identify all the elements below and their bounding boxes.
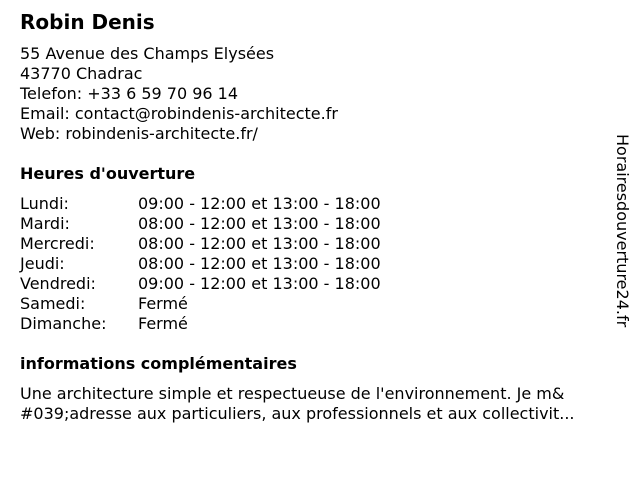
day-label: Jeudi: xyxy=(20,254,65,273)
day-label: Mardi: xyxy=(20,214,70,233)
opening-hours-table xyxy=(20,194,440,334)
address-line: 55 Avenue des Champs Elysées xyxy=(20,44,275,63)
hours-row-samedi xyxy=(20,294,440,314)
info-text-line: #039;adresse aux particuliers, aux professionnels et aux collectivit... xyxy=(20,404,575,423)
day-label: Lundi: xyxy=(20,194,69,213)
hours-row-mardi xyxy=(20,214,440,234)
hours-row-mercredi xyxy=(20,234,440,254)
hours-row-vendredi xyxy=(20,274,440,294)
day-label: Dimanche: xyxy=(20,314,107,333)
additional-info-heading: informations complémentaires xyxy=(20,354,297,373)
hours-value: Fermé xyxy=(138,294,188,313)
day-label: Vendredi: xyxy=(20,274,96,293)
contact-block xyxy=(20,44,338,144)
day-label: Samedi: xyxy=(20,294,86,313)
hours-value: 09:00 - 12:00 et 13:00 - 18:00 xyxy=(138,194,381,213)
hours-row-lundi xyxy=(20,194,440,214)
page-title: Robin Denis xyxy=(20,10,155,34)
opening-hours-heading: Heures d'ouverture xyxy=(20,164,196,183)
hours-value: 08:00 - 12:00 et 13:00 - 18:00 xyxy=(138,254,381,273)
hours-value: 08:00 - 12:00 et 13:00 - 18:00 xyxy=(138,234,381,253)
hours-value: Fermé xyxy=(138,314,188,333)
site-watermark: Horairesdouverture24.fr xyxy=(613,134,632,328)
hours-value: 09:00 - 12:00 et 13:00 - 18:00 xyxy=(138,274,381,293)
day-label: Mercredi: xyxy=(20,234,95,253)
website-line: Web: robindenis-architecte.fr/ xyxy=(20,124,258,143)
hours-row-dimanche xyxy=(20,314,440,334)
email-line: Email: contact@robindenis-architecte.fr xyxy=(20,104,338,123)
info-text-line: Une architecture simple et respectueuse de l'environnement. Je m& xyxy=(20,384,565,403)
phone-line: Telefon: +33 6 59 70 96 14 xyxy=(20,84,239,103)
city-line: 43770 Chadrac xyxy=(20,64,143,83)
hours-row-jeudi xyxy=(20,254,440,274)
hours-value: 08:00 - 12:00 et 13:00 - 18:00 xyxy=(138,214,381,233)
additional-info-text xyxy=(20,384,620,424)
